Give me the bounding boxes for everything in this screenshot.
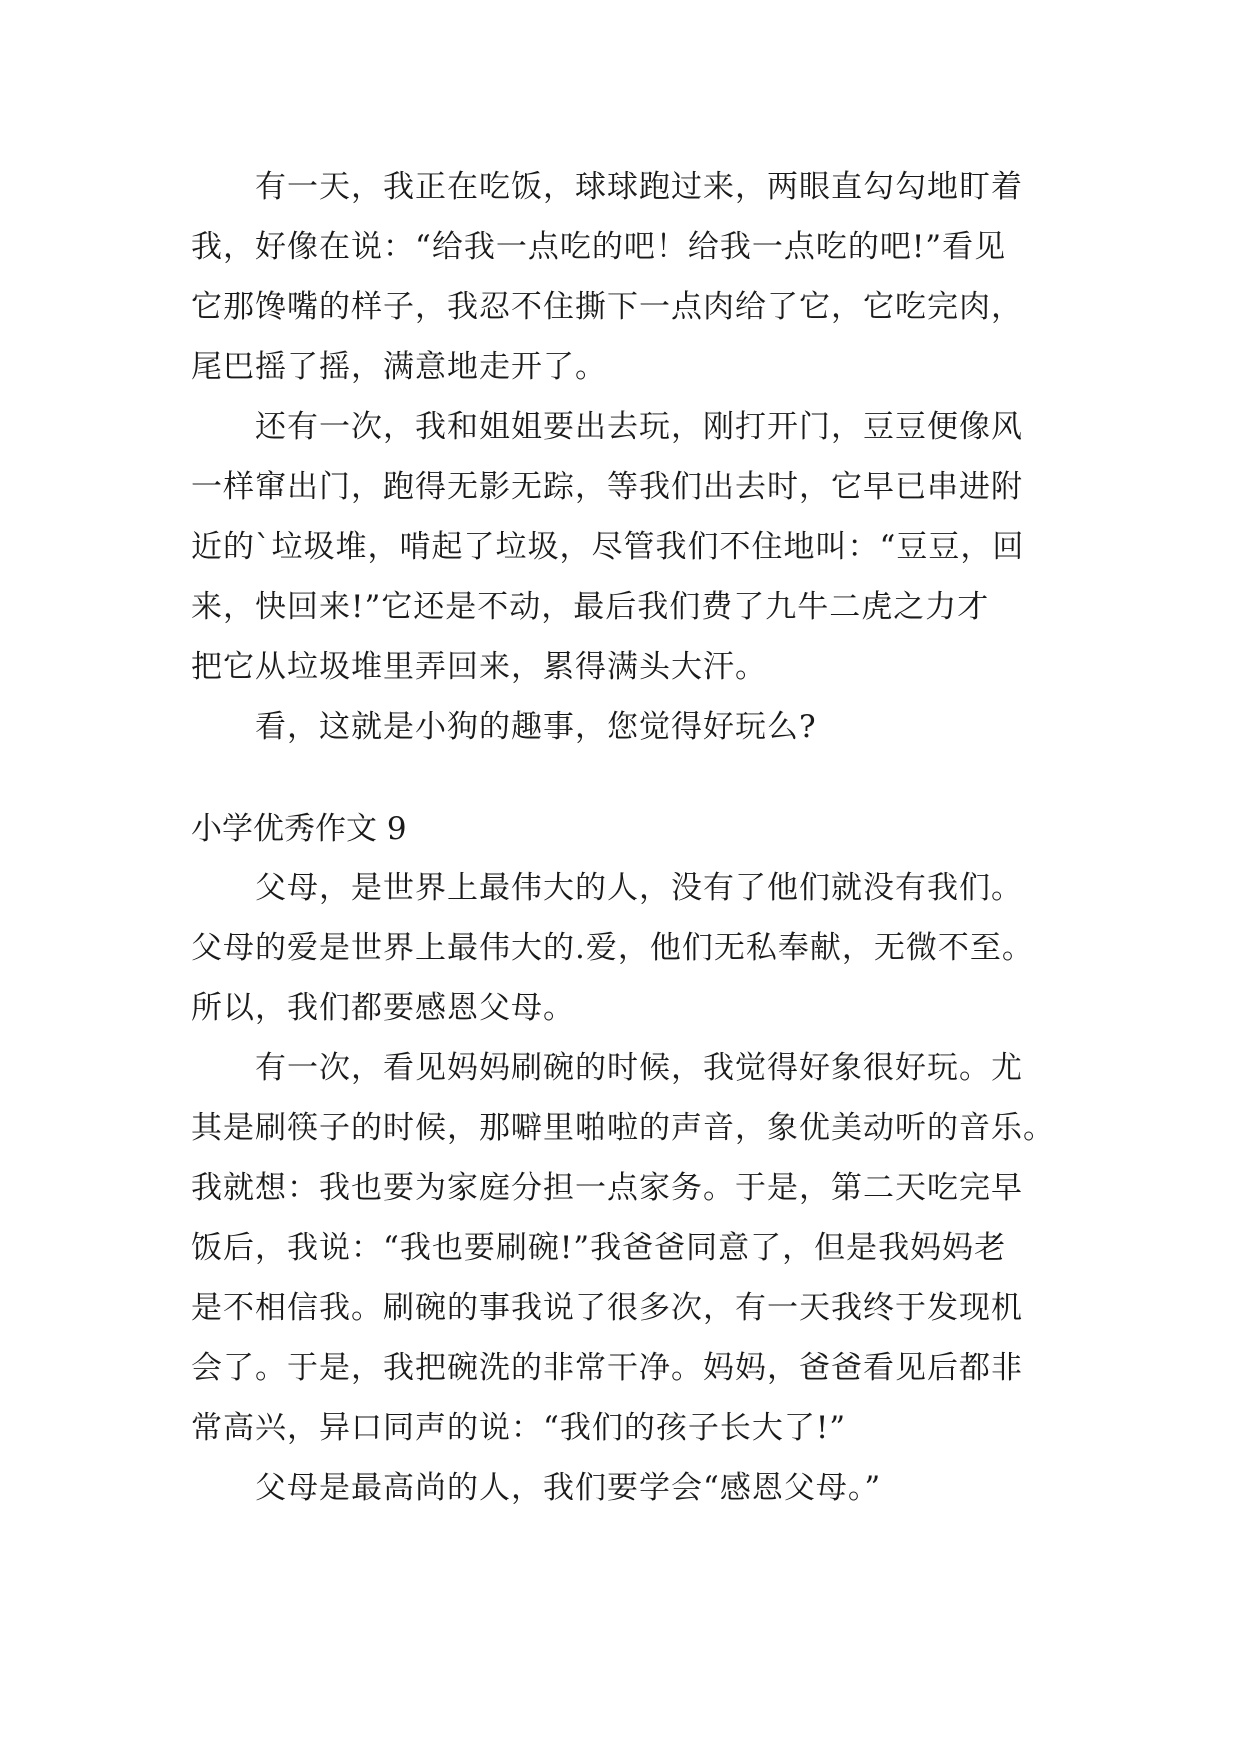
paragraph: [191, 697, 1081, 757]
paragraph: [191, 1458, 1081, 1518]
paragraph-line: 近的`垃圾堆，啃起了垃圾，尽管我们不住地叫：“豆豆，回: [191, 529, 1025, 565]
paragraph-line: 还有一次，我和姐姐要出去玩，刚打开门，豆豆便像风: [255, 409, 1023, 445]
paragraph-line: 我就想：我也要为家庭分担一点家务。于是，第二天吃完早: [191, 1170, 1023, 1206]
paragraph: [191, 157, 1081, 397]
paragraph: [191, 1038, 1081, 1458]
paragraph-line: 一样窜出门，跑得无影无踪，等我们出去时，它早已串进附: [191, 469, 1023, 505]
paragraph: [191, 858, 1081, 1038]
essay-bottom-section: [191, 858, 1081, 1518]
paragraph-line: 其是刷筷子的时候，那噼里啪啦的声音，象优美动听的音乐。: [191, 1110, 1055, 1146]
paragraph-line: 会了。于是，我把碗洗的非常干净。妈妈，爸爸看见后都非: [191, 1350, 1023, 1386]
paragraph-line: 它那馋嘴的样子，我忍不住撕下一点肉给了它，它吃完肉，: [191, 289, 1023, 325]
paragraph-line: 父母，是世界上最伟大的人，没有了他们就没有我们。: [255, 870, 1023, 906]
paragraph-line: 尾巴摇了摇，满意地走开了。: [191, 349, 607, 385]
paragraph-line: 我，好像在说：“给我一点吃的吧！给我一点吃的吧!”看见: [191, 229, 1007, 265]
paragraph-line: 有一天，我正在吃饭，球球跑过来，两眼直勾勾地盯着: [255, 169, 1023, 205]
paragraph: [191, 397, 1081, 697]
paragraph-line: 看，这就是小狗的趣事，您觉得好玩么?: [255, 709, 817, 745]
paragraph-line: 所以，我们都要感恩父母。: [191, 990, 575, 1026]
essay-top-section: [191, 157, 1081, 757]
paragraph-line: 是不相信我。刷碗的事我说了很多次，有一天我终于发现机: [191, 1290, 1023, 1326]
paragraph-line: 饭后，我说：“我也要刷碗!”我爸爸同意了，但是我妈妈老: [191, 1230, 1007, 1266]
paragraph-line: 父母的爱是世界上最伟大的.爱，他们无私奉献，无微不至。: [191, 930, 1034, 966]
paragraph-line: 常高兴，异口同声的说：“我们的孩子长大了!”: [191, 1410, 847, 1446]
section-title: 小学优秀作文 9: [191, 811, 407, 847]
paragraph-line: 把它从垃圾堆里弄回来，累得满头大汗。: [191, 649, 767, 685]
paragraph-line: 父母是最高尚的人，我们要学会“感恩父母。”: [255, 1470, 882, 1506]
paragraph-line: 来，快回来!”它还是不动，最后我们费了九牛二虎之力才: [191, 589, 990, 625]
paragraph-line: 有一次，看见妈妈刷碗的时候，我觉得好象很好玩。尤: [255, 1050, 1023, 1086]
